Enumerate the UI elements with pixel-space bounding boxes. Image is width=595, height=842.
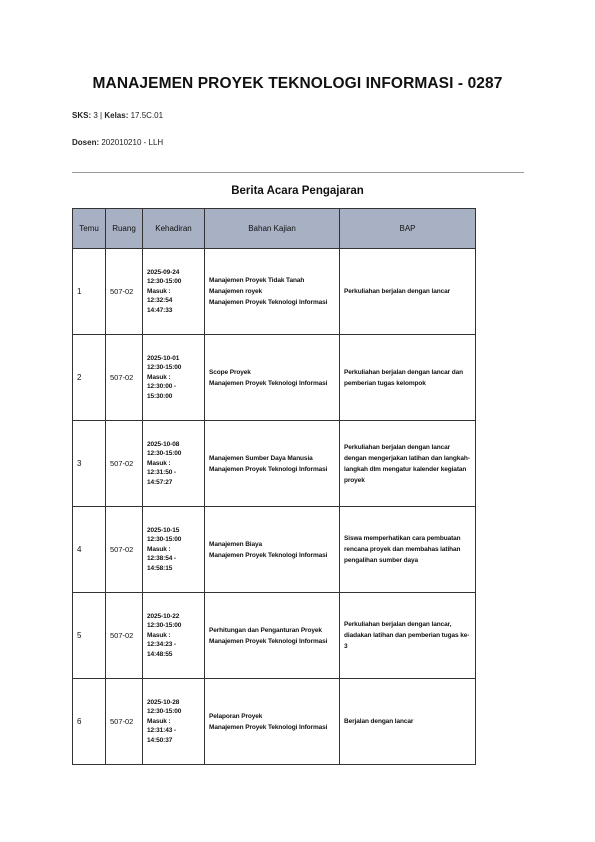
- kehadiran-line: 15:30:00: [147, 392, 173, 400]
- table-header-row: [73, 209, 476, 249]
- bahan-kajian-line: Manajemen Biaya: [209, 540, 263, 548]
- kehadiran-line: Masuk :: [147, 459, 171, 467]
- kehadiran-line: 12:34:23 -: [147, 641, 176, 649]
- bahan-kajian-line: Manajemen Proyek Teknologi Informasi: [209, 637, 328, 645]
- kehadiran-line: 12:30-15:00: [147, 364, 182, 372]
- kehadiran-line: 14:58:15: [147, 564, 173, 572]
- bahan-kajian-line: Manajemen Sumber Daya Manusia: [209, 454, 313, 462]
- bahan-kajian-line: Pelaporan Proyek: [209, 712, 263, 720]
- kehadiran-line: 12:30-15:00: [147, 622, 182, 630]
- kehadiran-line: 2025-10-15: [147, 526, 180, 534]
- bahan-kajian-line: Manajemen royek: [209, 288, 263, 295]
- kehadiran-line: 12:30:00 -: [147, 383, 176, 391]
- kehadiran-line: 12:31:50 -: [147, 469, 176, 477]
- course-info: [72, 111, 163, 120]
- kehadiran-line: 2025-10-28: [147, 698, 180, 706]
- lecturer-info: [72, 138, 163, 147]
- table-row: [73, 421, 476, 507]
- cell-kehadiran: [143, 593, 205, 679]
- bahan-kajian-line: Manajemen Proyek Tidak Tanah: [209, 277, 305, 284]
- divider: [72, 172, 524, 173]
- document-title: MANAJEMEN PROYEK TEKNOLOGI INFORMASI - 0287: [92, 75, 503, 92]
- kehadiran-line: Masuk :: [147, 545, 171, 553]
- cell-kehadiran: [143, 335, 205, 421]
- table-row: [73, 249, 476, 335]
- cell-bap: Berjalan dengan lancar: [340, 679, 476, 765]
- sks-label: SKS:: [72, 111, 92, 120]
- kehadiran-line: 14:48:55: [147, 650, 173, 658]
- kehadiran-line: 2025-10-01: [147, 354, 180, 362]
- cell-bap: Perkuliahan berjalan dengan lancar, diadakan latihan dan pemberian tugas ke-3: [340, 593, 476, 679]
- dosen-value: 202010210 - LLH: [101, 138, 164, 147]
- bahan-kajian-line: Manajemen Proyek Teknologi Informasi: [209, 379, 328, 387]
- teaching-record-table: [72, 208, 476, 765]
- kehadiran-line: 2025-10-08: [147, 440, 180, 448]
- cell-ruang: 507-02: [106, 593, 143, 679]
- cell-ruang: 507-02: [106, 335, 143, 421]
- cell-ruang: 507-02: [106, 421, 143, 507]
- sks-value: 3: [93, 111, 98, 120]
- cell-temu: 2: [73, 335, 106, 421]
- cell-bap: Perkuliahan berjalan dengan lancar dan pemberian tugas kelompok: [340, 335, 476, 421]
- cell-bap: Siswa memperhatikan cara pembuatan rencana proyek dan membahas latihan pengalihan sumber daya: [340, 507, 476, 593]
- cell-ruang: 507-02: [106, 507, 143, 593]
- cell-bahan-kajian: [205, 593, 340, 679]
- cell-bahan-kajian: [205, 507, 340, 593]
- bahan-kajian-line: Manajemen Proyek Teknologi Informasi: [209, 551, 328, 559]
- cell-kehadiran: [143, 507, 205, 593]
- cell-kehadiran: [143, 679, 205, 765]
- dosen-label: Dosen:: [72, 138, 100, 147]
- cell-bahan-kajian: [205, 249, 340, 335]
- cell-bahan-kajian: [205, 421, 340, 507]
- header-bap: BAP: [340, 209, 476, 249]
- bahan-kajian-line: Manajemen Proyek Teknologi Informasi: [209, 465, 328, 473]
- cell-temu: 5: [73, 593, 106, 679]
- table-row: [73, 679, 476, 765]
- table-row: [73, 335, 476, 421]
- cell-temu: 4: [73, 507, 106, 593]
- table-row: [73, 507, 476, 593]
- kehadiran-line: 2025-09-24: [147, 268, 180, 276]
- kehadiran-line: Masuk :: [147, 373, 171, 381]
- kehadiran-line: 14:57:27: [147, 478, 173, 486]
- cell-temu: 3: [73, 421, 106, 507]
- kelas-label: Kelas:: [104, 111, 129, 120]
- cell-bap: Perkuliahan berjalan dengan lancar: [340, 249, 476, 335]
- bahan-kajian-line: Perhitungan dan Penganturan Proyek: [209, 626, 322, 634]
- bahan-kajian-line: Manajemen Proyek Teknologi Informasi: [209, 723, 328, 731]
- cell-bap: Perkuliahan berjalan dengan lancar dengan mengerjakan latihan dan langkah-langkah dlm mengatur kalender kegiatan proyek: [340, 421, 476, 507]
- header-kehadiran: Kehadiran: [143, 209, 205, 249]
- separator: |: [100, 111, 103, 120]
- cell-temu: 6: [73, 679, 106, 765]
- kehadiran-line: 12:31:43 -: [147, 727, 176, 735]
- kehadiran-line: Masuk :: [147, 631, 171, 639]
- header-temu: Temu: [73, 209, 106, 249]
- table-row: [73, 593, 476, 679]
- kehadiran-line: 12:30-15:00: [147, 708, 182, 716]
- kehadiran-line: Masuk :: [147, 287, 171, 295]
- kehadiran-line: 12:38:54 -: [147, 555, 176, 563]
- bahan-kajian-line: Scope Proyek: [209, 368, 251, 376]
- header-bahan-kajian: Bahan Kajian: [205, 209, 340, 249]
- section-title: Berita Acara Pengajaran: [231, 185, 364, 197]
- kehadiran-line: Masuk :: [147, 717, 171, 725]
- cell-kehadiran: [143, 421, 205, 507]
- cell-bahan-kajian: [205, 679, 340, 765]
- kehadiran-line: 12:32:54: [147, 297, 173, 305]
- kehadiran-line: 12:30-15:00: [147, 536, 182, 544]
- cell-ruang: 507-02: [106, 249, 143, 335]
- kehadiran-line: 14:50:37: [147, 736, 173, 744]
- kehadiran-line: 12:30-15:00: [147, 278, 182, 286]
- header-ruang: Ruang: [106, 209, 143, 249]
- kehadiran-line: 12:30-15:00: [147, 450, 182, 458]
- cell-temu: 1: [73, 249, 106, 335]
- kehadiran-line: 2025-10-22: [147, 612, 180, 620]
- cell-bahan-kajian: [205, 335, 340, 421]
- cell-kehadiran: [143, 249, 205, 335]
- kelas-value: 17.5C.01: [130, 111, 164, 120]
- cell-ruang: 507-02: [106, 679, 143, 765]
- kehadiran-line: 14:47:33: [147, 306, 173, 314]
- bahan-kajian-line: Manajemen Proyek Teknologi Informasi: [209, 299, 328, 306]
